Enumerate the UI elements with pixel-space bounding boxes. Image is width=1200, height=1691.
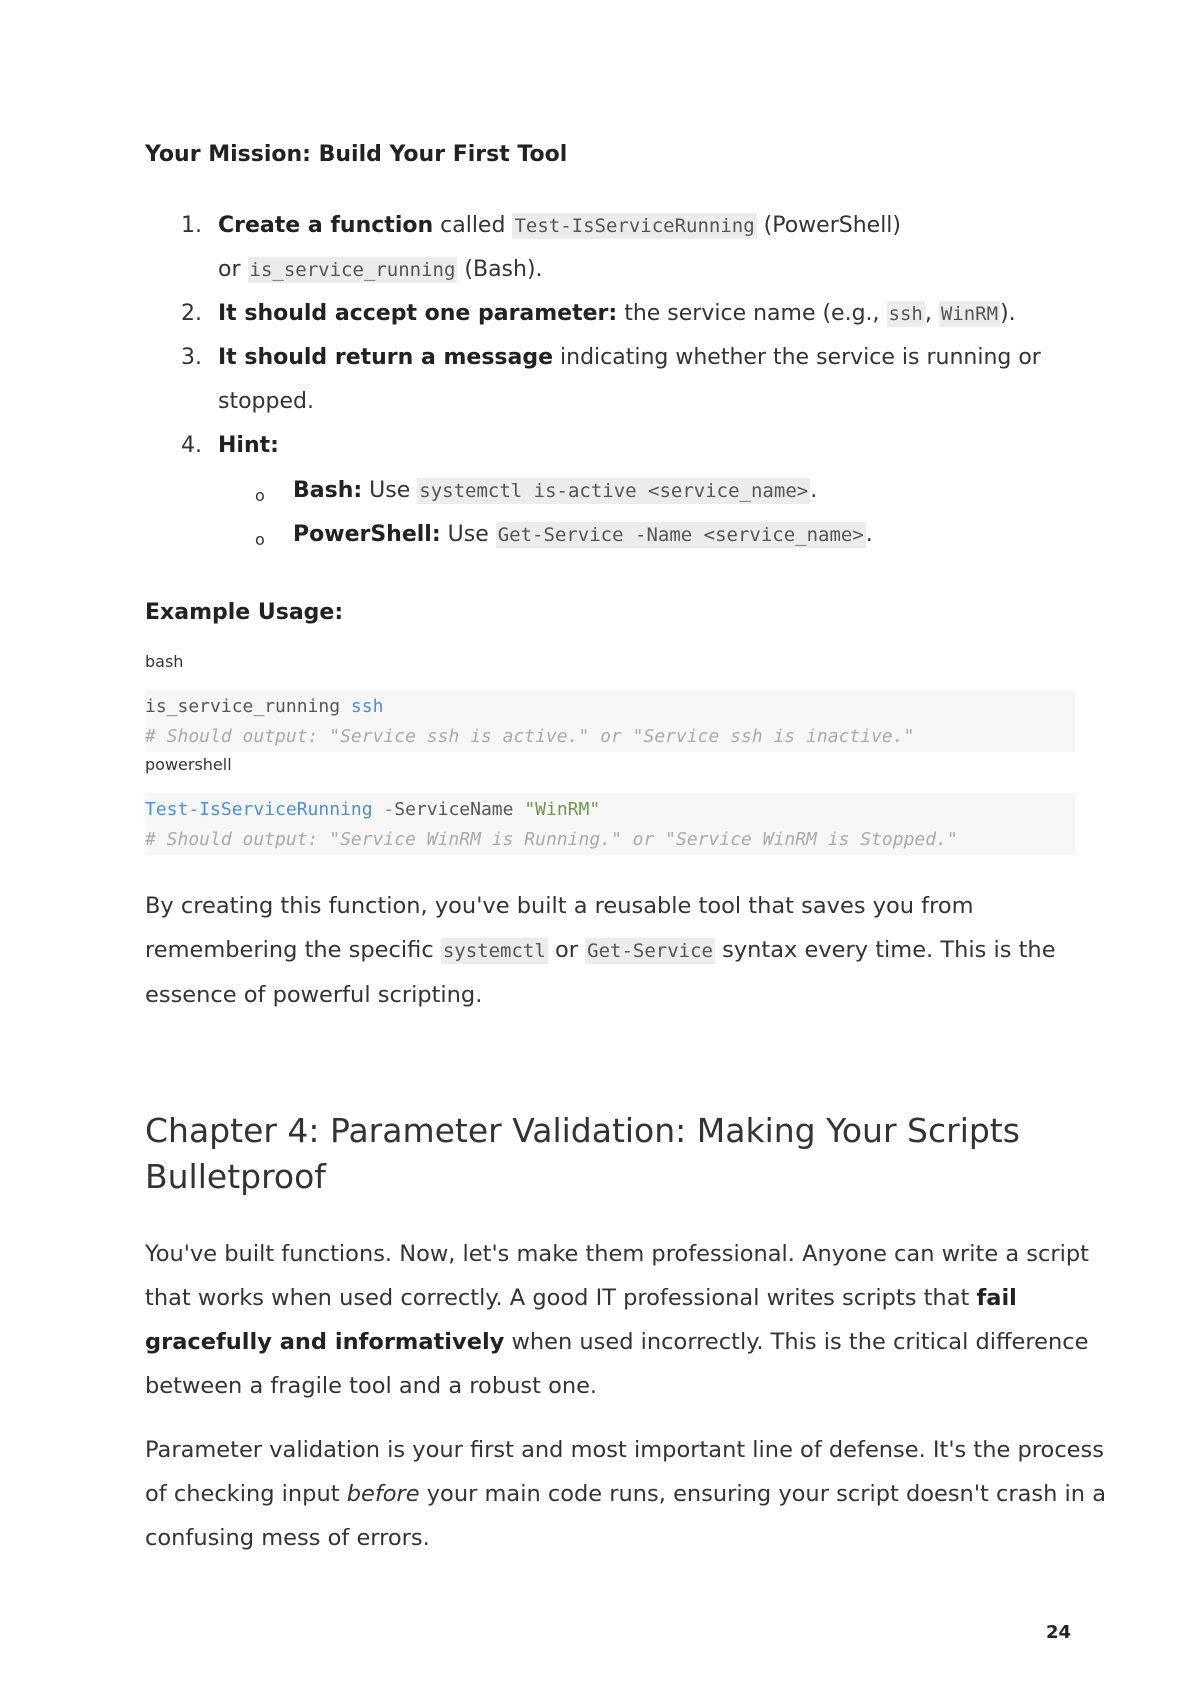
bullet-icon: o bbox=[255, 530, 265, 549]
mission-heading: Your Mission: Build Your First Tool bbox=[145, 142, 568, 167]
inline-code: systemctl is-active <service_name> bbox=[419, 480, 809, 502]
code-language-label: powershell bbox=[145, 755, 232, 774]
inline-code: Get-Service bbox=[587, 940, 713, 962]
intro-paragraph: You've built functions. Now, let's make them professional. Anyone can write a script that works when used correctly. A good IT professional writes scripts that fail gracefully and informatively when used incorrectly. This is the critical difference between a fragile tool and a robust one. bbox=[145, 1241, 1089, 1399]
summary-paragraph: By creating this function, you've built a reusable tool that saves you from remembering the specific systemctl or Get-Service syntax every time. This is the essence of powerful scripting. bbox=[145, 893, 1056, 1008]
inline-code: Test-IsServiceRunning bbox=[514, 215, 755, 237]
bash-code-block: is_service_running ssh # Should output: "Service ssh is active." or "Service ssh is inactive." bbox=[145, 690, 1075, 752]
bullet-icon: o bbox=[255, 486, 265, 505]
page-number: 24 bbox=[1046, 1622, 1072, 1643]
inline-code: is_service_running bbox=[249, 259, 456, 281]
code-language-label: bash bbox=[145, 652, 184, 671]
inline-code: WinRM bbox=[940, 303, 999, 325]
chapter-title: Chapter 4: Parameter Validation: Making Your Scripts Bulletproof bbox=[145, 1111, 1020, 1196]
example-heading: Example Usage: bbox=[145, 600, 344, 625]
inline-code: systemctl bbox=[442, 940, 546, 962]
inline-code: Get-Service -Name <service_name> bbox=[497, 524, 864, 546]
validation-paragraph: Parameter validation is your first and most important line of defense. It's the process of checking input before your main code runs, ensuring your script doesn't crash in a confusing mess of errors. bbox=[145, 1437, 1106, 1551]
powershell-code-block: Test-IsServiceRunning -ServiceName "WinRM" # Should output: "Service WinRM is Running." or "Service WinRM is Stopped." bbox=[145, 793, 1075, 855]
inline-code: ssh bbox=[888, 303, 923, 325]
